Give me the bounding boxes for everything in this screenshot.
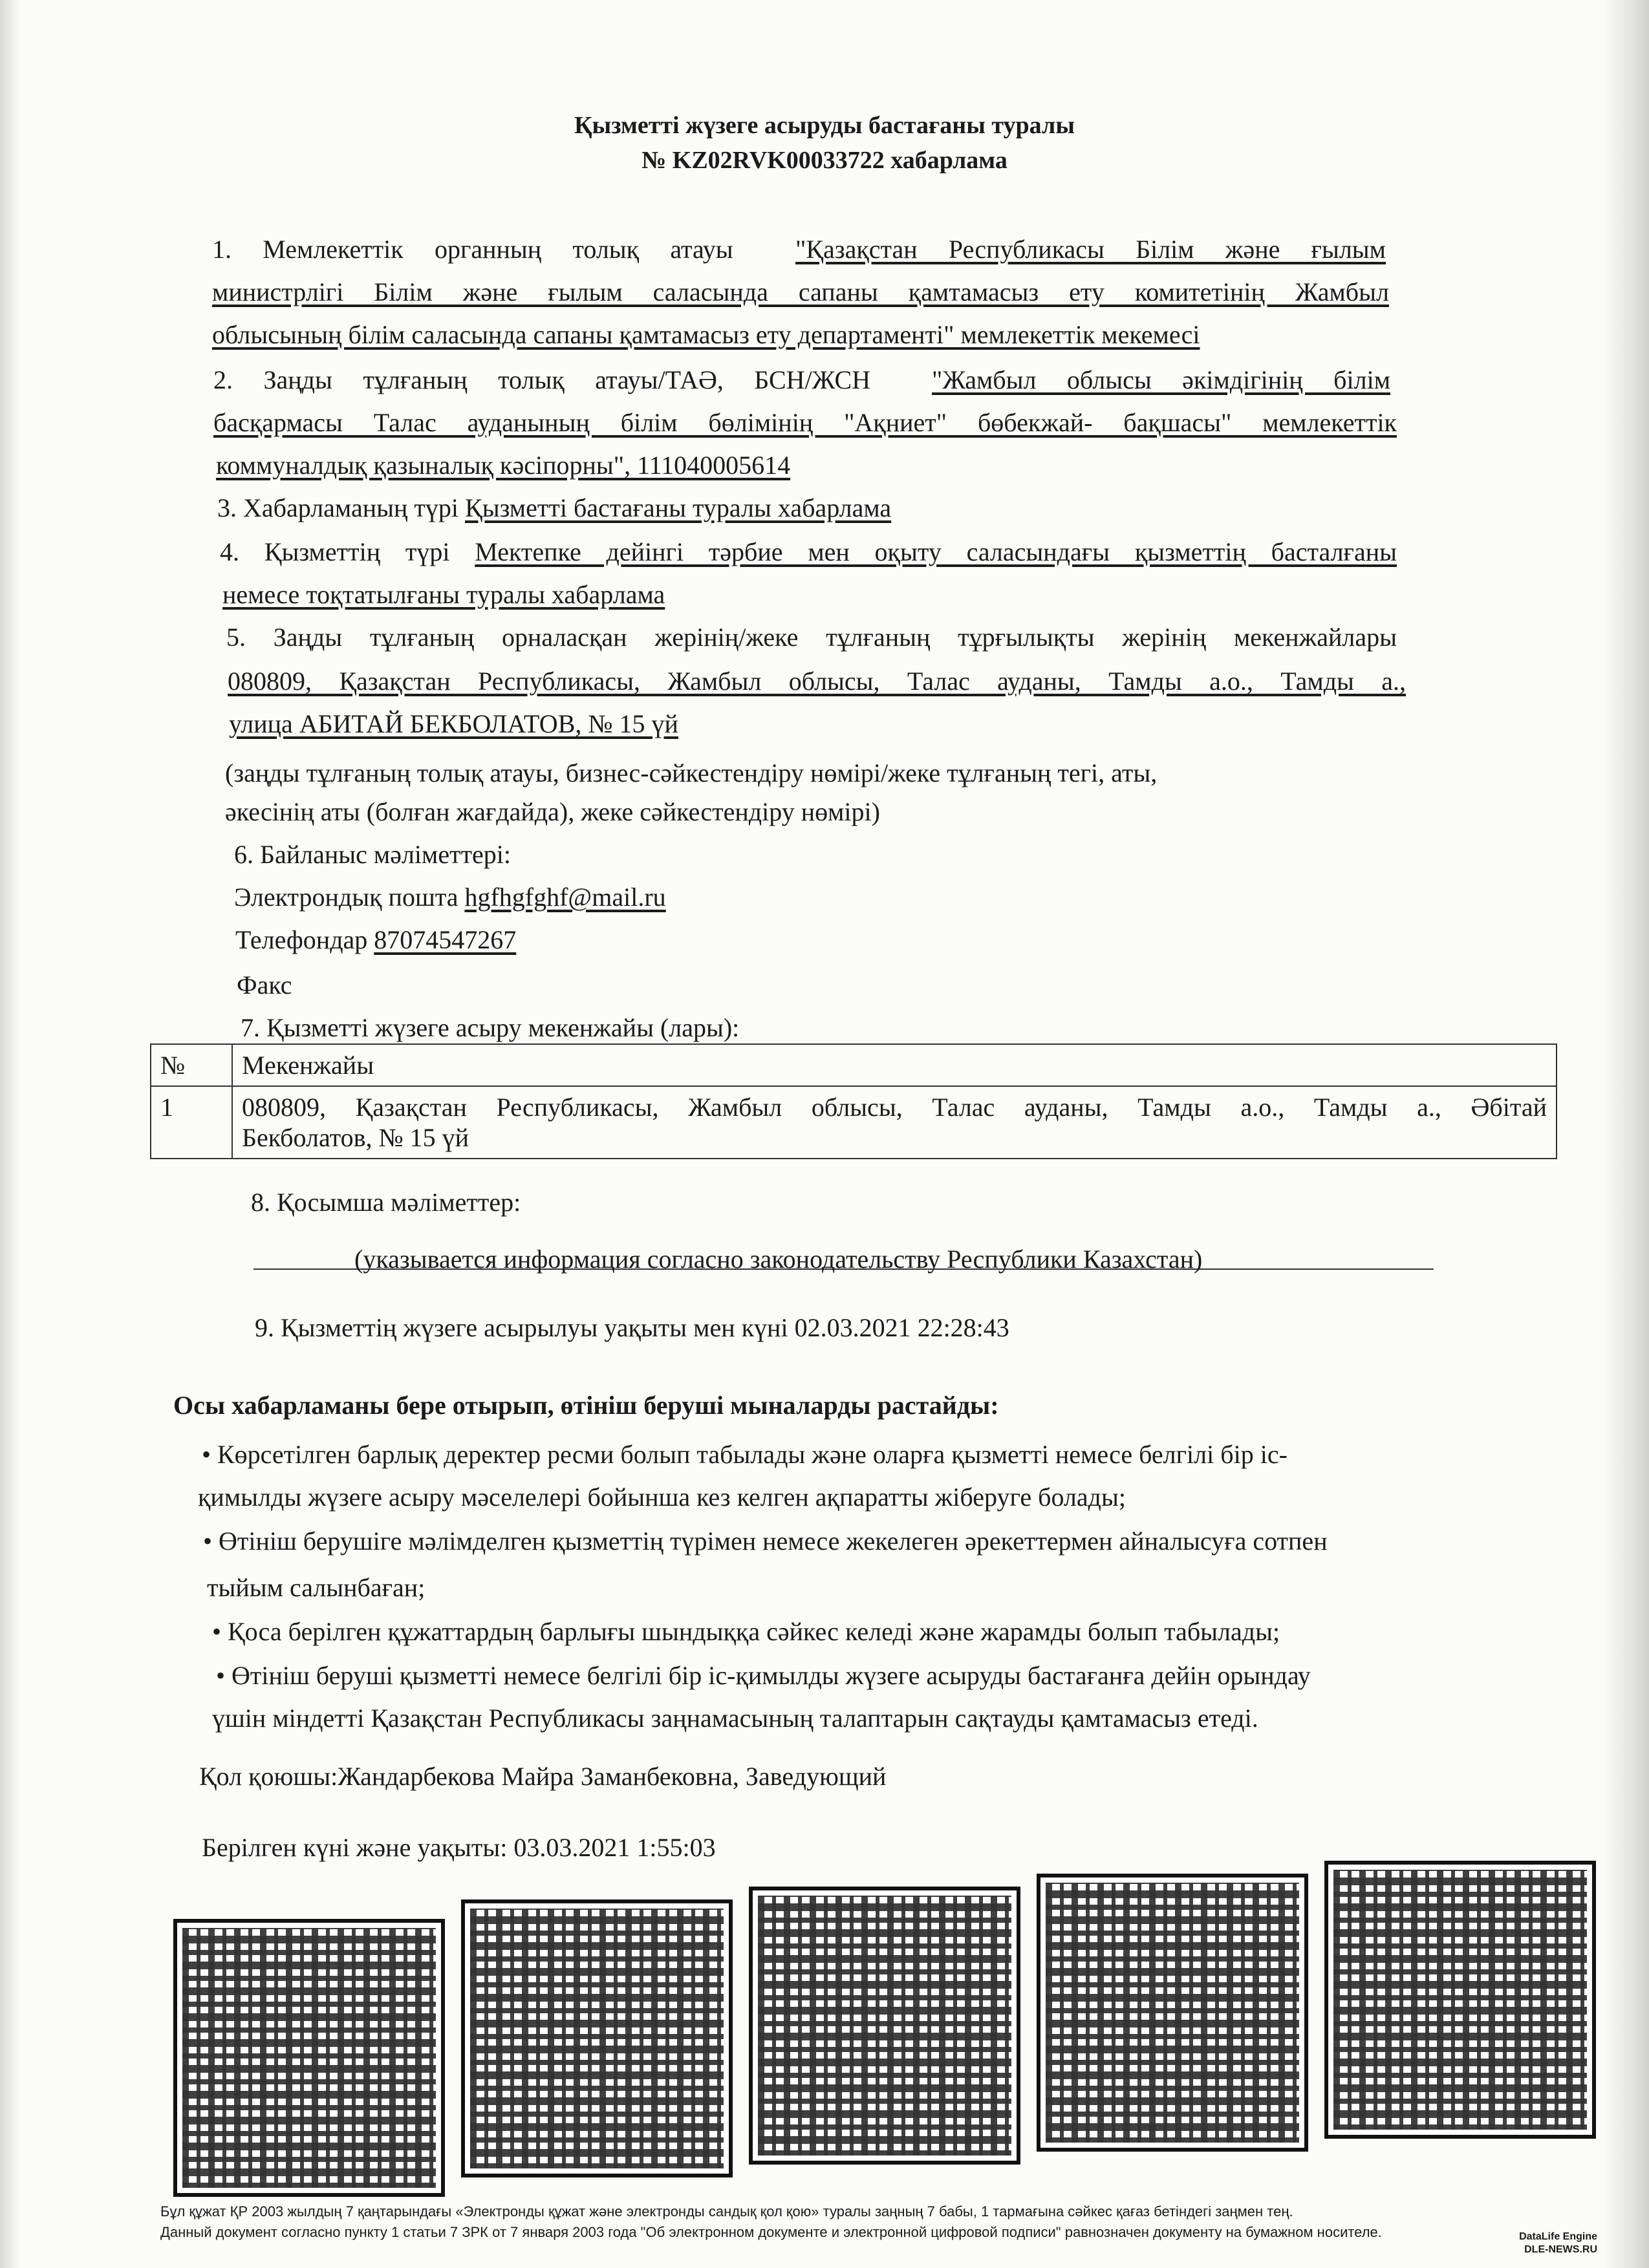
- item4-value-start: Мектепке дейінгі тәрбие мен оқыту саласындағы қызметтің басталғаны: [475, 537, 1397, 566]
- phone-label: Телефондар: [235, 925, 368, 954]
- item5-note-line1: (заңды тұлғаның толық атауы, бизнес-сәйкестендіру нөмірі/жеке тұлғаның тегі, аты,: [225, 758, 1158, 787]
- table-row: [151, 1086, 1557, 1159]
- qr-code-3: [749, 1887, 1020, 2165]
- scan-edge-left: [0, 0, 19, 2268]
- fax-label: Факс: [237, 970, 292, 1000]
- document-title-line1: Қызметті жүзеге асыруды бастағаны туралы: [574, 112, 1075, 139]
- row-address: [232, 1086, 1557, 1159]
- confirm-bullet2-line2: тыйым салынбаған;: [207, 1573, 426, 1602]
- item5-line1: 5. Заңды тұлғаның орналасқан жерінің/жеке тұлғаның тұрғылықты жерінің мекенжайлары: [226, 623, 1397, 652]
- item2-line1: [213, 365, 1390, 395]
- item1-value-start: "Қазақстан Республикасы Білім және ғылым: [795, 235, 1386, 264]
- item5-note-line2: әкесінің аты (болған жағдайда), жеке сәйкестендіру нөмірі): [225, 797, 880, 826]
- item5-line3: улица АБИТАЙ БЕКБОЛАТОВ, № 15 үй: [229, 709, 678, 738]
- document-title-line2: № KZ02RVK00033722 хабарлама: [641, 147, 1008, 174]
- col-address-header: Мекенжайы: [232, 1044, 1557, 1086]
- confirm-bullet3: • Қоса берілген құжаттардың барлығы шындыққа сәйкес келеді және жарамды болып табылады;: [212, 1617, 1280, 1646]
- footer-legal-kz: Бұл құжат ҚР 2003 жылдың 7 қаңтарындағы «Электронды құжат және электронды сандық қол қою» туралы заңның 7 бабы, 1 тармағына сәйкес қағаз бетіндегі заңмен тең.: [160, 2203, 1293, 2220]
- qr-code-4: [1037, 1874, 1308, 2152]
- item6-phone-row: [235, 925, 516, 955]
- item1-line3: облысының білім саласында сапаны қамтамасыз ету департаменті" мемлекеттік мекемесі: [212, 320, 1200, 349]
- item3-line: [217, 493, 891, 523]
- confirm-bullet1-line1: • Көрсетілген барлық деректер ресми болып табылады және оларға қызметті немесе белгілі бір іс-: [202, 1440, 1288, 1469]
- qr-code-row: [173, 1861, 1609, 2184]
- item4-label: 4. Қызметтің түрі: [220, 537, 450, 566]
- item4-line1: [220, 537, 1397, 567]
- confirm-bullet4-line2: үшін міндетті Қазақстан Республикасы заңнамасының талаптарын сақтауды қамтамасыз етеді.: [212, 1704, 1258, 1733]
- email-label: Электрондық пошта: [234, 883, 458, 912]
- item7-title: 7. Қызметті жүзеге асыру мекенжайы (лары):: [241, 1013, 740, 1042]
- item1-line1: [212, 234, 1386, 264]
- col-number-header: №: [151, 1044, 232, 1086]
- item2-label: 2. Заңды тұлғаның толық атауы/ТАӘ, БСН/ЖСН: [213, 365, 871, 394]
- item4-line2: немесе тоқтатылғаны туралы хабарлама: [222, 580, 665, 609]
- confirm-heading: Осы хабарламаны бере отырып, өтініш беруші мыналарды растайды:: [173, 1391, 999, 1420]
- item6-email-row: [234, 882, 666, 912]
- issued-datetime: Берілген күні және уақыты: 03.03.2021 1:55:03: [202, 1833, 716, 1862]
- qr-code-2: [461, 1899, 733, 2177]
- row-address-line1: 080809, Қазақстан Республикасы, Жамбыл облысы, Талас ауданы, Тамды а.о., Тамды а., Әбітай: [242, 1093, 1547, 1122]
- confirm-bullet2-line1: • Өтініш берушіге мәлімделген қызметтің түрімен немесе жекелеген әрекеттермен айналысуға сотпен: [203, 1526, 1328, 1556]
- footer-legal-ru: Данный документ согласно пункту 1 статьи 7 ЗРК от 7 января 2003 года "Об электронном документе и электронной цифровой подписи" равнозначен документу на бумажном носителе.: [160, 2224, 1382, 2240]
- item1-line2: министрлігі Білім және ғылым саласында сапаны қамтамасыз ету комитетінің Жамбыл: [212, 277, 1389, 306]
- scan-edge-right: [1604, 0, 1649, 2268]
- confirm-bullet1-line2: қимылды жүзеге асыру мәселелері бойынша кез келген ақпаратты жіберуге болады;: [198, 1482, 1126, 1512]
- qr-code-5: [1324, 1861, 1596, 2139]
- row-number: 1: [151, 1086, 232, 1159]
- watermark: [1519, 2231, 1597, 2256]
- address-table: [150, 1043, 1557, 1159]
- email-value: hgfhgfghf@mail.ru: [464, 883, 666, 912]
- watermark-line2: DLE-NEWS.RU: [1524, 2244, 1597, 2255]
- item3-label: 3. Хабарламаның түрі: [217, 493, 459, 522]
- watermark-line1: DataLife Engine: [1519, 2231, 1597, 2242]
- item2-line3: коммуналдық қазыналық кәсіпорны", 111040005614: [216, 451, 791, 480]
- qr-code-1: [173, 1919, 445, 2197]
- confirm-bullet4-line1: • Өтініш беруші қызметті немесе белгілі бір іс-қимылды жүзеге асыруды бастағанға дейін орындау: [216, 1661, 1311, 1690]
- phone-value: 87074547267: [374, 925, 517, 954]
- item8-title: 8. Қосымша мәліметтер:: [251, 1188, 521, 1217]
- item6-title: 6. Байланыс мәліметтері:: [234, 840, 512, 869]
- item3-value: Қызметті бастағаны туралы хабарлама: [465, 493, 892, 522]
- address-table-header: [151, 1044, 1557, 1086]
- item2-value-start: "Жамбыл облысы әкімдігінің білім: [932, 365, 1391, 394]
- item2-line2: басқармасы Талас ауданының білім бөлімінің "Ақниет" бөбекжай- бақшасы" мемлекеттік: [213, 408, 1397, 437]
- item5-line2: 080809, Қазақстан Республикасы, Жамбыл облысы, Талас ауданы, Тамды а.о., Тамды а.,: [228, 667, 1406, 696]
- row-address-line2: Бекболатов, № 15 үй: [242, 1123, 469, 1152]
- item1-label: 1. Мемлекеттік органның толық атауы: [212, 235, 733, 264]
- item9-datetime: 9. Қызметтің жүзеге асырылуы уақыты мен күні 02.03.2021 22:28:43: [255, 1313, 1009, 1342]
- item8-caption: (указывается информация согласно законодательству Республики Казахстан): [354, 1245, 1203, 1274]
- signer-line: Қол қоюшы:Жандарбекова Майра Заманбековна, Заведующий: [199, 1762, 887, 1791]
